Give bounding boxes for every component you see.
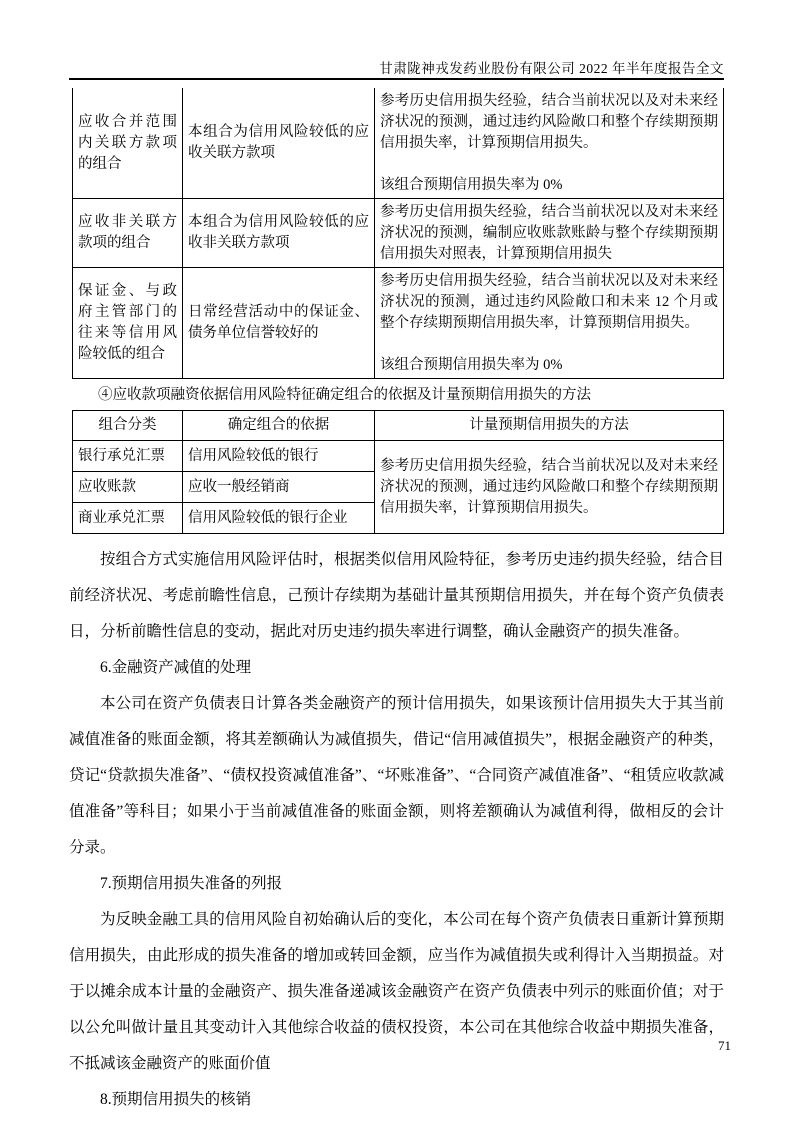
basis-cell: 信用风险较低的银行 <box>183 441 375 472</box>
col-header-method: 计量预期信用损失的方法 <box>375 411 724 441</box>
portfolio-basis-cell: 日常经营活动中的保证金、债务单位信誉较好的 <box>183 268 375 379</box>
basis-cell: 应收一般经销商 <box>183 472 375 503</box>
col-header-basis: 确定组合的依据 <box>183 411 375 441</box>
table-row <box>73 268 724 379</box>
portfolio-type-cell: 应收账款 <box>73 472 183 503</box>
portfolio-type-cell: 银行承兑汇票 <box>73 441 183 472</box>
paragraph-portfolio-assessment: 按组合方式实施信用风险评估时，根据类似信用风险特征，参考历史违约损失经验，结合目前经济状况、考虑前瞻性信息，己预计存续期为基础计量其预期信用损失，并在每个资产负债表日，分析前瞻性信息的变动，据此对历史违约损失率进行调整，确认金融资产的损失准备。 <box>69 551 724 640</box>
basis-cell: 信用风险较低的银行企业 <box>183 503 375 534</box>
merged-method-cell: 参考历史信用损失经验，结合当前状况以及对未来经济状况的预测，通过违约风险敞口和整个存续期预期信用损失率，计算预期信用损失。 <box>375 441 724 534</box>
method-text: 参考历史信用损失经验，结合当前状况以及对未来经济状况的预测，通过违约风险敞口和未来 12 个月或整个存续期预期信用损失率，计算预期信用损失。 <box>380 273 718 331</box>
method-text: 参考历史信用损失经验，结合当前状况以及对未来经济状况的预测，通过违约风险敞口和整个存续期预期信用损失率，计算预期信用损失。 <box>380 93 718 151</box>
portfolio-name-cell: 保证金、与政府主管部门的往来等信用风险较低的组合 <box>73 268 183 379</box>
heading-7: 7.预期信用损失准备的列报 <box>100 875 283 892</box>
loss-rate-text: 该组合预期信用损失率为 0% <box>380 177 563 193</box>
col-header-portfolio: 组合分类 <box>73 411 183 441</box>
method-text: 参考历史信用损失经验，结合当前状况以及对未来经济状况的预测，编制应收账款账龄与整个存续期预期信用损失对照表，计算预期信用损失 <box>380 204 718 262</box>
portfolio-name-cell: 应收非关联方款项的组合 <box>73 199 183 268</box>
table-header-row <box>73 411 724 441</box>
table-row <box>73 199 724 268</box>
portfolio-name-cell: 应收合并范围内关联方款项的组合 <box>73 88 183 199</box>
portfolio-basis-cell: 本组合为信用风险较低的应收关联方款项 <box>183 88 375 199</box>
heading-6: 6.金融资产减值的处理 <box>100 659 252 676</box>
paragraph-ecl-presentation: 为反映金融工具的信用风险自初始确认后的变化，本公司在每个资产负债表日重新计算预期信用损失，由此形成的损失准备的增加或转回金额，应当作为减值损失或利得计入当期损益。对于以摊余成本计量的金融资产、损失准备递减该金融资产在资产负债表中列示的账面价值；对于以公允叫做计量且其变动计入其他综合收益的债权投资，本公司在其他综合收益中期损失准备，不抵减该金融资产的账面价值 <box>69 911 724 1072</box>
section-heading-4: ④应收款项融资依据信用风险特征确定组合的依据及计量预期信用损失的方法 <box>98 387 591 403</box>
header-rule <box>69 78 724 80</box>
portfolio-method-cell <box>375 268 724 379</box>
credit-risk-portfolio-table <box>72 88 724 379</box>
paragraph-impairment: 本公司在资产负债表日计算各类金融资产的预计信用损失，如果该预计信用损失大于其当前减值准备的账面金额，将其差额确认为减值损失，借记“信用减值损失”，根据金融资产的种类，贷记“贷款损失准备”、“债权投资减值准备”、“坏账准备”、“合同资产减值准备”、“租赁应收款减值准备”等科目；如果小于当前减值准备的账面金额，则将差额确认为减值利得，做相反的会计分录。 <box>69 695 724 856</box>
page-number: 71 <box>718 1038 731 1053</box>
heading-8: 8.预期信用损失的核销 <box>100 1091 252 1108</box>
page-content <box>69 88 724 1118</box>
table-row <box>73 441 724 472</box>
portfolio-method-cell <box>375 88 724 199</box>
loss-rate-text: 该组合预期信用损失率为 0% <box>380 357 563 373</box>
report-header: 甘肃陇神戎发药业股份有限公司 2022 年半年度报告全文 <box>379 61 724 76</box>
receivables-financing-table <box>72 410 724 534</box>
table-row <box>73 88 724 199</box>
portfolio-type-cell: 商业承兑汇票 <box>73 503 183 534</box>
portfolio-method-cell <box>375 199 724 268</box>
portfolio-basis-cell: 本组合为信用风险较低的应收非关联方款项 <box>183 199 375 268</box>
